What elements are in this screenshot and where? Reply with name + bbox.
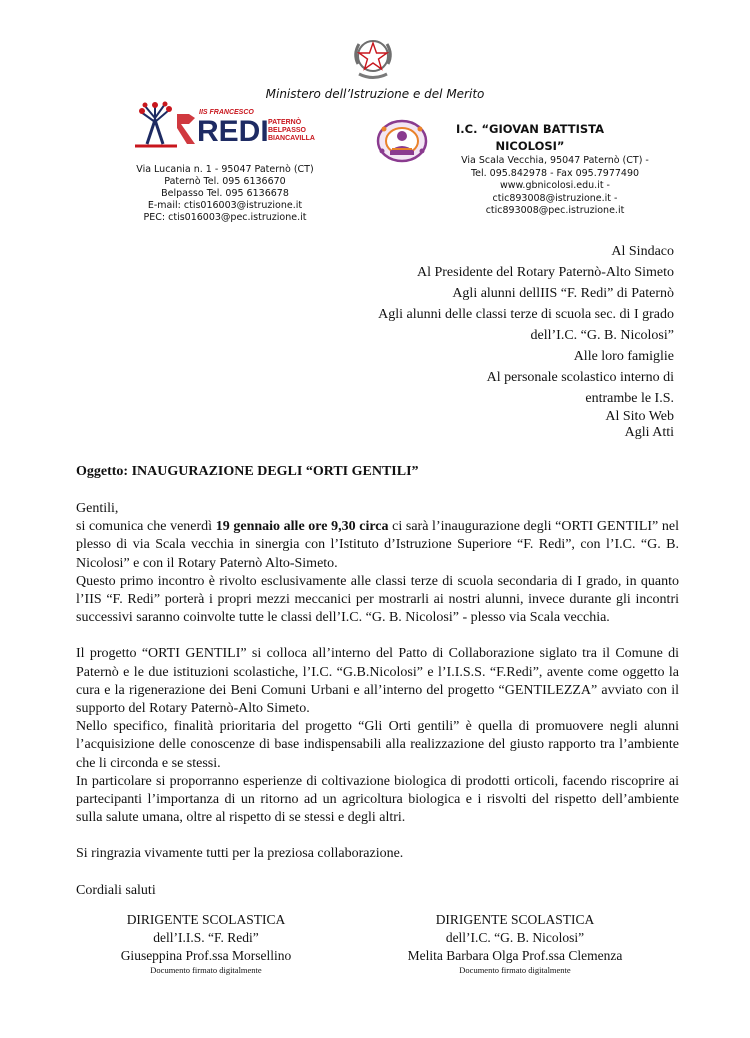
nicolosi-school-name bbox=[445, 121, 615, 155]
nicolosi-name-line2: NICOLOSI” bbox=[495, 139, 565, 153]
redi-phone-paterno: Paternò Tel. 095 6136670 bbox=[164, 176, 286, 187]
greeting: Gentili, bbox=[76, 501, 119, 516]
redi-pec: PEC: ctis016003@pec.istruzione.it bbox=[143, 212, 307, 223]
event-date-time: 19 gennaio alle ore 9,30 circa bbox=[215, 519, 389, 535]
signature-role: DIRIGENTE SCOLASTICA bbox=[435, 912, 595, 927]
recipient-item: Agli alunni dellIIS “F. Redi” di Paternò bbox=[452, 286, 674, 301]
nicolosi-contact-block bbox=[440, 155, 670, 218]
redi-contact-block bbox=[110, 164, 340, 224]
signature-nicolosi bbox=[385, 911, 645, 976]
recipient-item: Al Sindaco bbox=[611, 244, 674, 259]
iis-redi-logo bbox=[133, 100, 323, 156]
signature-name: Melita Barbara Olga Prof.ssa Clemenza bbox=[407, 948, 623, 963]
recipient-item: Al personale scolastico interno di bbox=[486, 370, 674, 385]
closing-line: Cordiali saluti bbox=[76, 882, 156, 898]
recipient-item: Al Presidente del Rotary Paternò-Alto Simeto bbox=[416, 265, 674, 280]
nicolosi-address: Via Scala Vecchia, 95047 Paternò (CT) - bbox=[461, 155, 649, 166]
redi-brand: REDI bbox=[197, 115, 269, 148]
thanks-line: Si ringrazia vivamente tutti per la preziosa collaborazione. bbox=[76, 846, 404, 862]
announcement-post: ci sarà l’inaugurazione degli “ORTI GENTILI” nel plesso di via Scala vecchia in sinergia con l’Istituto d’Istruzione Superiore “F. Redi”, con l’I.C. “G. B. Nicolosi” e con il Rotary Paternò Alto-Simeto. bbox=[76, 519, 679, 571]
paragraph-goals: Nello specifico, finalità prioritaria del progetto “Gli Orti gentili” è quella di promuovere negli alunni l’acquisizione delle conoscenze di base indispensabili alla realizzazione del giusto rapporto tra l’ambiente che li circonda e se stessi. bbox=[76, 719, 679, 771]
ministry-title: Ministero dell’Istruzione e del Merito bbox=[265, 87, 485, 101]
redi-prefix: IIS FRANCESCO bbox=[199, 109, 254, 116]
paragraph-announcement bbox=[76, 518, 679, 573]
signature-name: Giuseppina Prof.ssa Morsellino bbox=[120, 948, 292, 963]
recipient-item: entrambe le I.S. bbox=[585, 391, 674, 406]
nicolosi-web: www.gbnicolosi.edu.it - bbox=[499, 180, 610, 191]
redi-address: Via Lucania n. 1 - 95047 Paternò (CT) bbox=[136, 164, 314, 175]
letter-subject: Oggetto: INAUGURAZIONE DEGLI “ORTI GENTILI” bbox=[76, 464, 419, 479]
announcement-pre: si comunica che venerdì bbox=[76, 519, 216, 535]
redi-sede-2: BELPASSO bbox=[268, 127, 306, 134]
paragraph-project: Il progetto “ORTI GENTILI” si colloca all’interno del Patto di Collaborazione siglato tra il Comune di Paternò e le due istituzioni scolastiche, l’I.C. “G.B.Nicolosi” e l’I.I.S.S. “F.Redi”, avente come oggetto la cura e la rigenerazione dei Beni Comuni Urbani e all’interno del progetto “GENTILEZZA” avviato con il supporto del Rotary Paternò-Alto Simeto. bbox=[76, 646, 679, 717]
italian-republic-emblem-icon bbox=[349, 34, 397, 82]
redi-sede-1: PATERNÒ bbox=[268, 119, 302, 126]
signature-note: Documento firmato digitalmente bbox=[150, 965, 262, 975]
recipients-list bbox=[378, 241, 674, 441]
ic-nicolosi-logo bbox=[372, 119, 432, 165]
recipient-item: Alle loro famiglie bbox=[573, 349, 674, 364]
paragraph-first-meeting: Questo primo incontro è rivolto esclusivamente alle classi terze di scuola secondaria di I grado, in quanto l’IIS “F. Redi” porterà i propri mezzi meccanici per mostrarli ai nostri alunni, invece durante gli incontri successivi saranno coinvolte tutte le classi dell’I.C. “G. B. Nicolosi” - plesso via Scala vecchia. bbox=[76, 573, 679, 626]
nicolosi-phones: Tel. 095.842978 - Fax 095.7977490 bbox=[470, 167, 640, 179]
recipient-item: Agli alunni delle classi terze di scuola sec. di I grado bbox=[378, 307, 674, 322]
redi-sede-3: BIANCAVILLA bbox=[268, 135, 315, 142]
signature-school: dell’I.C. “G. B. Nicolosi” bbox=[445, 930, 585, 945]
signature-note: Documento firmato digitalmente bbox=[459, 965, 571, 975]
redi-email: E-mail: ctis016003@istruzione.it bbox=[147, 200, 303, 211]
nicolosi-name-line1: I.C. “GIOVAN BATTISTA bbox=[456, 122, 604, 136]
signature-school: dell’I.I.S. “F. Redi” bbox=[153, 930, 259, 945]
recipient-item: Al Sito Web bbox=[605, 409, 674, 424]
recipient-item: dell’I.C. “G. B. Nicolosi” bbox=[530, 328, 674, 343]
paragraph-activities: In particolare si proporranno esperienze di coltivazione biologica di prodotti orticoli, facendo riscoprire ai partecipanti l’importanza di un ritorno ad un agricoltura biologica e i risvolti del rispetto dell’ambiente sulla salute umana, oltre al rispetto di se stessi e degli altri. bbox=[76, 773, 679, 826]
letter-body bbox=[76, 500, 679, 900]
tree-icon bbox=[135, 102, 177, 147]
signature-redi bbox=[76, 911, 336, 976]
nicolosi-email: ctic893008@istruzione.it - bbox=[492, 192, 618, 204]
recipient-item: Agli Atti bbox=[624, 425, 674, 440]
signature-role: DIRIGENTE SCOLASTICA bbox=[126, 912, 286, 927]
nicolosi-pec: ctic893008@pec.istruzione.it bbox=[485, 205, 625, 216]
redi-phone-belpasso: Belpasso Tel. 095 6136678 bbox=[161, 188, 289, 199]
